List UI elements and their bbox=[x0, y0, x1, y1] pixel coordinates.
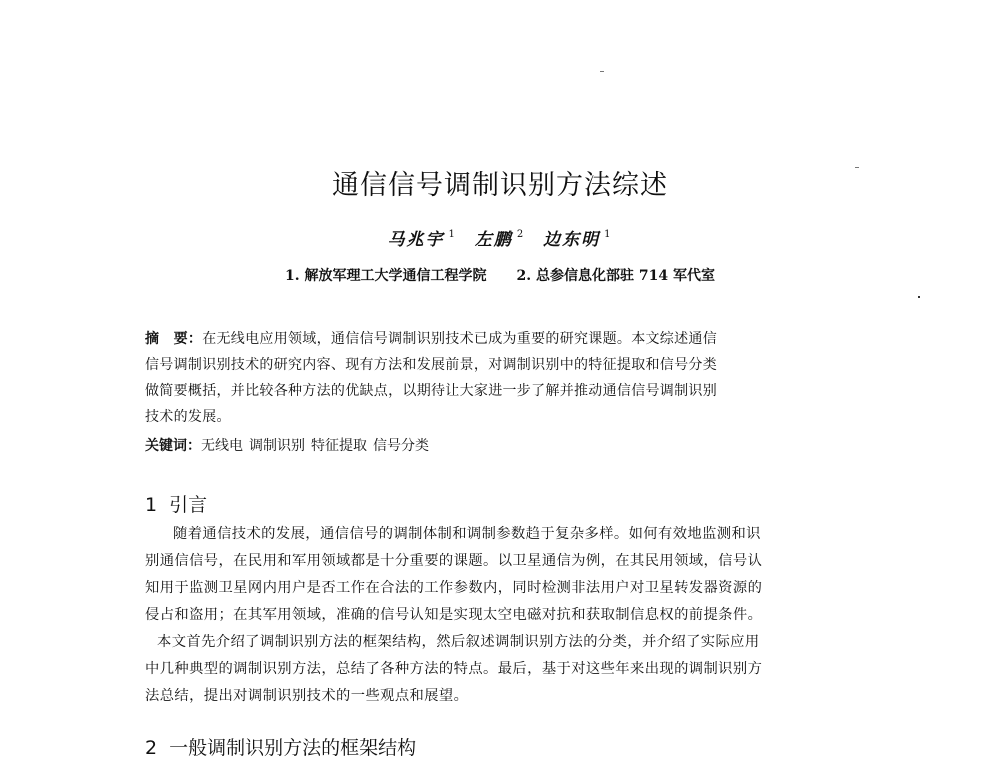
affiliation: 2. 总参信息化部驻 714 军代室 bbox=[516, 268, 715, 284]
author bbox=[475, 230, 525, 250]
affiliation-list bbox=[0, 265, 1000, 285]
body-line: 本文首先介绍了调制识别方法的框架结构，然后叙述调制识别方法的分类，并介绍了实际应用 bbox=[157, 634, 760, 650]
abstract-text: 在无线电应用领域，通信信号调制识别技术已成为重要的研究课题。本文综述通信 bbox=[202, 331, 718, 347]
body-line: 侵占和盗用；在其军用领域，准确的信号认知是实现太空电磁对抗和获取制信息权的前提条件。 bbox=[145, 607, 763, 623]
scan-speck bbox=[600, 71, 604, 72]
section-title: 一般调制识别方法的框架结构 bbox=[169, 737, 417, 759]
body-line: 别通信信号，在民用和军用领域都是十分重要的课题。以卫星通信为例，在其民用领域，信号认 bbox=[145, 553, 763, 569]
affiliation: 1. 解放军理工大学通信工程学院 bbox=[285, 268, 487, 284]
keyword: 特征提取 bbox=[311, 438, 367, 454]
paper-title: 通信信号调制识别方法综述 bbox=[332, 170, 668, 201]
author-name: 左鹏 bbox=[474, 230, 513, 250]
abstract-line bbox=[145, 326, 825, 352]
section-title: 引言 bbox=[169, 494, 208, 516]
keyword: 调制识别 bbox=[249, 438, 305, 454]
abstract-label: 摘 要： bbox=[145, 331, 203, 347]
body-line: 知用于监测卫星网内用户是否工作在合法的工作参数内，同时检测非法用户对卫星转发器资源的 bbox=[145, 580, 763, 596]
keywords bbox=[145, 433, 435, 459]
keyword: 信号分类 bbox=[373, 438, 429, 454]
keyword: 无线电 bbox=[201, 438, 243, 454]
affiliation-mark: 2 bbox=[516, 229, 526, 240]
abstract-line: 信号调制识别技术的研究内容、现有方法和发展前景，对调制识别中的特征提取和信号分类 bbox=[145, 357, 717, 373]
section-heading-framework bbox=[145, 733, 416, 760]
author bbox=[388, 230, 457, 250]
affiliation-mark: 1 bbox=[604, 229, 613, 240]
abstract bbox=[145, 326, 825, 430]
section-heading-introduction bbox=[145, 490, 207, 517]
author-name: 边东明 bbox=[543, 230, 601, 250]
abstract-line: 技术的发展。 bbox=[145, 409, 231, 425]
affiliation-mark: 1 bbox=[448, 229, 457, 240]
scan-speck bbox=[918, 296, 920, 298]
body-line: 中几种典型的调制识别方法，总结了各种方法的特点。最后，基于对这些年来出现的调制识别方 bbox=[145, 661, 763, 677]
body-line: 法总结，提出对调制识别技术的一些观点和展望。 bbox=[145, 688, 469, 704]
author-name: 马兆宇 bbox=[387, 230, 445, 250]
section-number: 2 bbox=[145, 737, 158, 759]
abstract-line: 做简要概括，并比较各种方法的优缺点，以期待让大家进一步了解并推动通信信号调制识别 bbox=[145, 383, 717, 399]
keywords-label: 关键词： bbox=[145, 438, 201, 454]
section-number: 1 bbox=[145, 494, 158, 516]
body-line: 随着通信技术的发展，通信信号的调制体制和调制参数趋于复杂多样。如何有效地监测和识 bbox=[173, 526, 761, 542]
author bbox=[543, 230, 612, 250]
section-body-introduction bbox=[145, 521, 857, 710]
author-list bbox=[0, 225, 1000, 250]
